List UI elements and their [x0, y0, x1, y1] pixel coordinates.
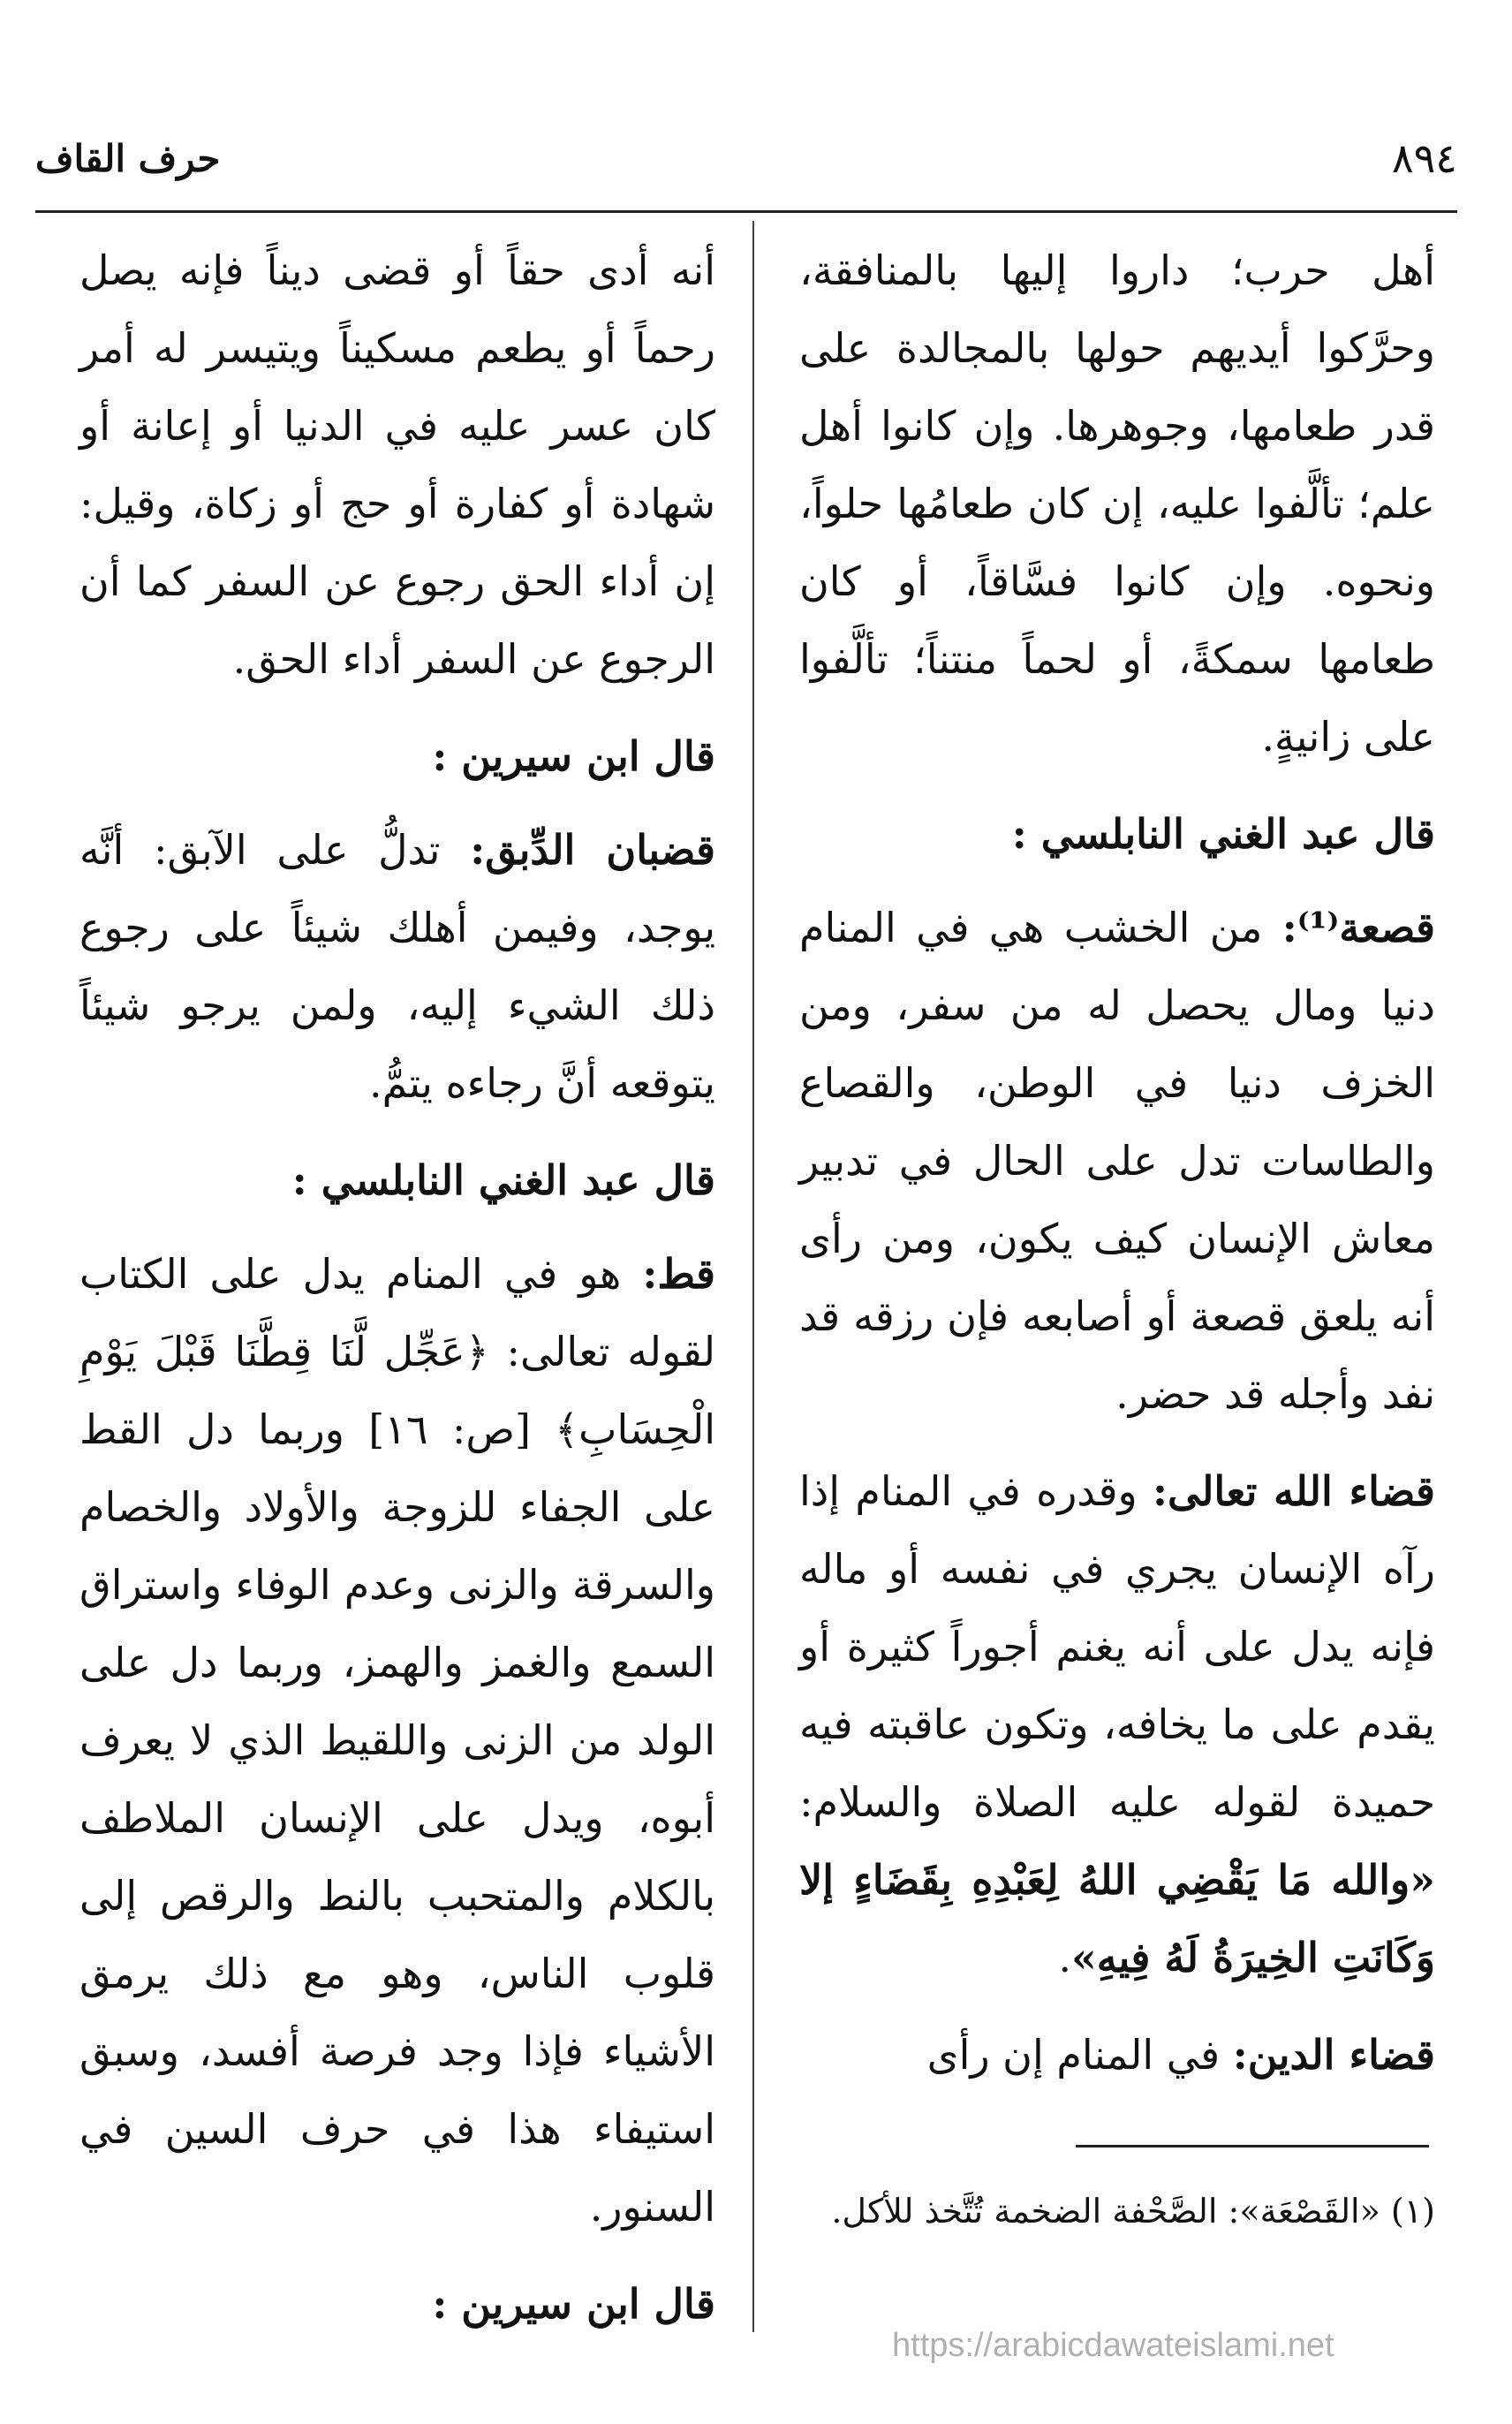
entry-paragraph	[799, 1452, 1435, 1996]
page-number: ٨٩٤	[1391, 134, 1457, 182]
section-heading: قال ابن سيرين :	[432, 732, 715, 780]
entry-text: في المنام إن رأى	[926, 2031, 1233, 2079]
column-divider	[752, 221, 754, 2332]
entry-term: قصعة⁽¹⁾:	[1281, 904, 1435, 951]
left-column	[79, 231, 715, 2359]
footnote: (١) «القَصْعَة»: الصَّحْفة الضخمة تُتَّخذ للأكل.	[831, 2192, 1435, 2231]
header-rule	[35, 210, 1457, 213]
right-column	[799, 231, 1435, 2113]
running-head: حرف القاف	[35, 137, 221, 180]
entry-text: وقدره في المنام إذا رآه الإنسان يجري في نفسه أو ماله فإنه يدل على أنه يغنم أجوراً كثيرة أو يقدم على ما يخافه، وتكون عاقبته فيه حميدة لقوله عليه الصلاة والسلام:	[799, 1467, 1435, 1826]
entry-term: قط:	[642, 1250, 715, 1298]
entry-term: قضبان الدِّبق:	[470, 826, 715, 874]
paragraph: أهل حرب؛ داروا إليها بالمنافقة، وحرَّكوا أيديهم حولها بالمجالدة على قدر طعامها، وجوهرها. وإن كانوا أهل علم؛ تألَّفوا عليه، إن كان طعامُها حلواً، ونحوه. وإن كانوا فسَّاقاً، أو كان طعامها سمكةً، أو لحماً منتناً؛ تألَّفوا على زانيةٍ.	[799, 246, 1435, 761]
watermark: https://arabicdawateislami.net	[892, 2327, 1334, 2364]
footnote-rule	[1076, 2145, 1429, 2148]
entry-paragraph	[79, 1235, 715, 2246]
entry-paragraph	[799, 889, 1435, 1433]
section-heading: قال عبد الغني النابلسي :	[1011, 810, 1435, 858]
paragraph: أنه أدى حقاً أو قضى ديناً فإنه يصل رحماً أو يطعم مسكيناً ويتيسر له أمر كان عسر عليه في الدنيا أو إعانة أو شهادة أو كفارة أو حج أو زكاة، وقيل: إن أداء الحق رجوع عن السفر كما أن الرجوع عن السفر أداء الحق.	[79, 246, 715, 683]
entry-text: من الخشب هي في المنام دنيا ومال يحصل له من سفر، ومن الخزف دنيا في الوطن، والقصاع والطاسات تدل على الحال في تدبير معاش الإنسان كيف يكون، ومن رأى أنه يلعق قصعة أو أصابعه فإن رزقه قد نفد وأجله قد حضر.	[799, 904, 1435, 1418]
entry-text: هو في المنام يدل على الكتاب لقوله تعالى: ﴿عَجِّل لَّنَا قِطَّنَا قَبْلَ يَوْمِ الْحِسَابِ﴾ [ص: ١٦] وربما دل القط على الجفاء للزوجة والأولاد والخصام والسرقة والزنى وعدم الوفاء واستراق السمع والغمز والهمز، وربما دل على الولد من الزنى واللقيط الذي لا يعرف أبوه، ويدل على الإنسان الملاطف بالكلام والمتحبب بالنط والرقص إلى قلوب الناس، وهو مع ذلك يرمق الأشياء فإذا وجد فرصة أفسد، وسبق استيفاء هذا في حرف السين في السنور.	[79, 1250, 715, 2231]
hadith-quote: «والله مَا يَقْضِي اللهُ لِعَبْدِهِ بِقَضَاءٍ إلا وَكَانَتِ الخِيرَةُ لَهُ فِيهِ»	[799, 1856, 1435, 1981]
entry-term: قضاء الدين:	[1232, 2031, 1435, 2079]
section-heading: قال عبد الغني النابلسي :	[291, 1156, 715, 1204]
entry-paragraph	[79, 811, 715, 1122]
entry-paragraph	[799, 2016, 1435, 2094]
entry-text: تدلُّ على الآبق: أنَّه يوجد، وفيمن أهلك شيئاً على رجوع ذلك الشيء إليه، ولمن يرجو شيئاً يتوقعه أنَّ رجاءه يتمُّ.	[79, 826, 715, 1107]
entry-term: قضاء الله تعالى:	[1153, 1467, 1436, 1515]
section-heading: قال ابن سيرين :	[432, 2280, 715, 2328]
entry-text-end: .	[1058, 1934, 1072, 1981]
